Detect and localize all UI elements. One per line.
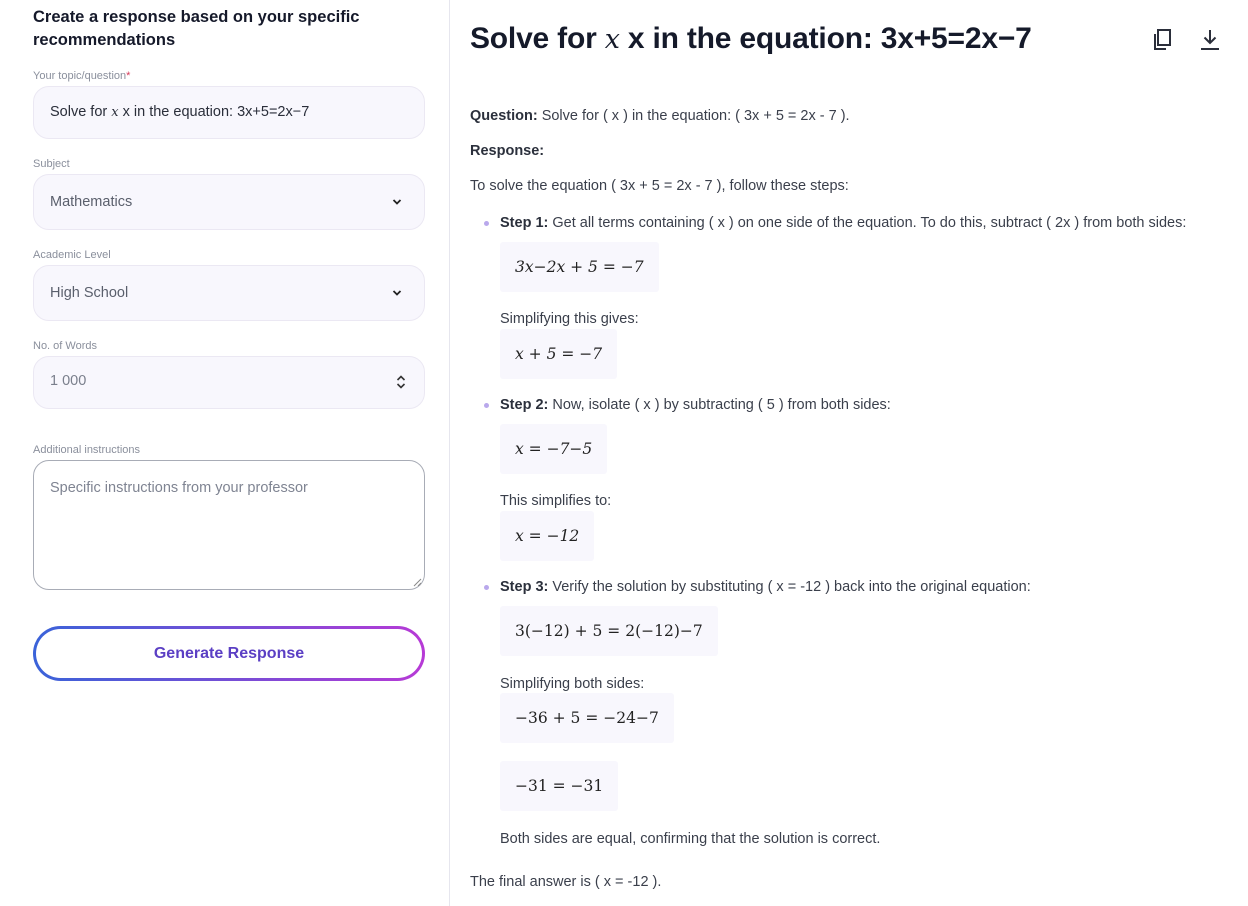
step-3-equation-1: 3(−12) + 5 = 2(−12)−7 [500,606,718,656]
response-heading: Response: [470,143,545,159]
download-icon[interactable] [1198,27,1222,53]
topic-input-value: Solve for x x in the equation: 3x+5=2x−7 [50,104,310,120]
intro-text: To solve the equation ( 3x + 5 = 2x - 7 ), follow these steps: [470,178,849,194]
step-2-text: Step 2: Now, isolate ( x ) by subtracting ( 5 ) from both sides: [500,397,891,413]
bullet-dot [484,403,489,408]
topic-label: Your topic/question* [33,70,131,82]
subject-select-value: Mathematics [50,194,133,210]
words-label: No. of Words [33,340,97,352]
bullet-dot [484,221,489,226]
words-input-value: 1 000 [50,373,87,389]
question-line: Question: Solve for ( x ) in the equation: ( 3x + 5 = 2x - 7 ). [470,108,850,124]
academic-level-label: Academic Level [33,249,111,261]
copy-icon[interactable] [1151,27,1175,53]
result-title: Solve for x x in the equation: 3x+5=2x−7 [470,22,1032,55]
bullet-dot [484,585,489,590]
step-2-equation-1: x = −7−5 [500,424,607,474]
step-1-text: Step 1: Get all terms containing ( x ) on one side of the equation. To do this, subtract ( 2x ) from both sides: [500,215,1187,231]
step-1-equation-2: x + 5 = −7 [500,329,617,379]
subject-select[interactable] [33,174,425,230]
subject-label: Subject [33,158,70,170]
academic-level-select[interactable] [33,265,425,321]
academic-level-select-value: High School [50,285,129,301]
resize-handle-icon[interactable] [412,577,422,587]
conclusion-text: Both sides are equal, confirming that the solution is correct. [500,831,881,847]
topic-input[interactable] [33,86,425,139]
chevron-down-icon [392,196,402,208]
step-1-equation-1: 3x−2x + 5 = −7 [500,242,659,292]
form-title: Create a response based on your specific recommendations [33,8,360,49]
number-stepper-icon[interactable] [396,373,406,391]
step-3-equation-2: −36 + 5 = −24−7 [500,693,674,743]
step-1-note: Simplifying this gives: [500,311,639,327]
result-panel [451,0,1248,906]
generate-response-button[interactable] [33,626,425,681]
step-2-note: This simplifies to: [500,493,612,509]
step-3-text: Step 3: Verify the solution by substituting ( x = -12 ) back into the original equation: [500,579,1031,595]
step-2-equation-2: x = −12 [500,511,594,561]
words-number-input[interactable] [33,356,425,409]
instructions-textarea[interactable] [33,460,425,590]
form-panel [0,0,450,906]
required-mark: * [126,70,131,82]
step-3-note: Simplifying both sides: [500,676,645,692]
chevron-down-icon [392,287,402,299]
generate-response-label: Generate Response [153,644,305,662]
instructions-placeholder: Specific instructions from your professor [50,480,308,496]
final-answer: The final answer is ( x = -12 ). [470,874,662,890]
step-3-equation-3: −31 = −31 [500,761,618,811]
instructions-label: Additional instructions [33,444,141,456]
